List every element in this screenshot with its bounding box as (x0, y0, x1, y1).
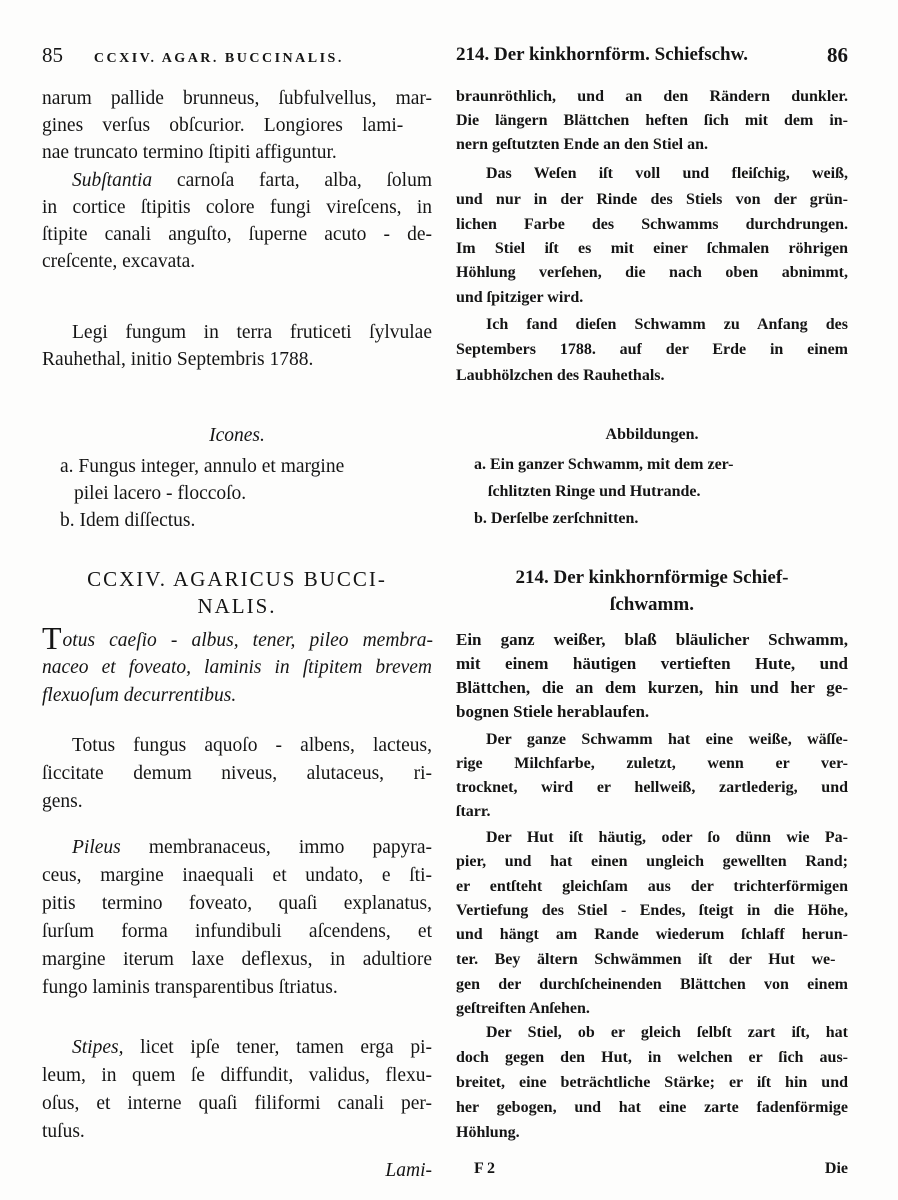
line-text: creſcente, excavata. (42, 251, 196, 272)
line-text: mit einem häutigen vertieften Hute, und (456, 654, 848, 673)
right-running-head (456, 42, 848, 68)
left-running-title: CCXIV. AGAR. BUCCINALIS. (93, 51, 344, 66)
right-text-line (456, 238, 848, 260)
line-text: doch gegen den Hut, in welchen er ſich aus- (456, 1049, 848, 1066)
left-text-line (42, 168, 432, 193)
line-text: ſchlitzten Ringe und Hutrande. (488, 483, 701, 500)
right-text-line (456, 777, 848, 799)
line-text: und hängt am Rande wiederum ſchlaff herun- (456, 926, 848, 943)
right-text-line (456, 701, 848, 723)
line-text: Die längern Blättchen heften ſich mit dem in- (456, 112, 848, 129)
line-text: pilei lacero - floccoſo. (74, 483, 247, 504)
right-text-line (456, 1122, 848, 1144)
line-text: gens. (42, 791, 83, 812)
right-text-line (456, 1158, 495, 1180)
line-text: fungo laminis transparentibus ſtriatus. (42, 977, 338, 998)
line-text: ceus, margine inaequali et undato, e ſti- (42, 865, 432, 886)
line-text: Der Stiel, ob er gleich ſelbſt zart iſt, hat (486, 1024, 848, 1041)
line-text: Der Hut iſt häutig, oder ſo dünn wie Pa- (486, 829, 848, 846)
line-text: Icones. (209, 425, 265, 446)
right-text-line (456, 729, 848, 751)
right-text-line (456, 454, 848, 476)
right-text-line (456, 189, 848, 211)
line-text: her gebogen, und hat eine zarte fadenförmige (456, 1099, 848, 1116)
line-text: Ich fand dieſen Schwamm zu Anfang des (486, 316, 848, 333)
line-text: membranaceus, immo papyra- (120, 837, 432, 858)
right-page-german (456, 0, 848, 1200)
line-text: bognen Stiele herablaufen. (456, 702, 650, 721)
right-text-line (456, 339, 848, 361)
line-text: und ſpitziger wird. (456, 289, 584, 306)
left-text-line (42, 919, 432, 944)
section-lead-word: Stipes, (72, 1037, 124, 1058)
right-text-line (456, 629, 848, 651)
line-text: Totus fungus aquoſo - albens, lacteus, (72, 735, 432, 756)
line-text: 214. Der kinkhornförmige Schief- (515, 567, 789, 588)
right-running-title: 214. Der kinkhornförm. Schiefschw. (456, 44, 749, 65)
right-text-line (456, 1072, 848, 1094)
right-text-line (456, 134, 848, 156)
left-text-line (42, 320, 432, 345)
line-text: pitis termino foveato, quaſi explanatus, (42, 893, 432, 914)
right-text-line (456, 365, 848, 387)
line-text: NALIS. (197, 594, 277, 618)
line-text: gen der durchſcheinenden Blättchen von einem (456, 976, 848, 993)
right-text-line (456, 900, 848, 922)
line-text: geſtreiften Anſehen. (456, 1000, 590, 1017)
left-text-line (42, 1119, 432, 1144)
left-text-line (42, 423, 432, 448)
line-text: ſtarr. (456, 803, 491, 820)
line-text: in cortice ſtipitis colore fungi vireſcens, in (42, 197, 432, 218)
line-text: Lami- (385, 1160, 432, 1181)
left-running-head (42, 42, 344, 68)
left-text-line (42, 140, 432, 165)
right-text-line (456, 214, 848, 236)
line-text: otus caeſio - albus, tener, pileo membra- (62, 630, 433, 651)
line-text: CCXIV. AGARICUS BUCCI- (87, 567, 387, 591)
line-text: Laubhölzchen des Rauhethals. (456, 367, 665, 384)
line-text: narum pallide brunneus, ſubfulvellus, mar- (42, 88, 432, 109)
line-text: gines verſus obſcurior. Longiores lami- (42, 115, 404, 136)
right-text-line (456, 1097, 848, 1119)
right-text-line (456, 481, 848, 503)
right-text-line (456, 876, 848, 898)
line-text: tuſus. (42, 1121, 85, 1142)
drop-cap: T (42, 620, 62, 656)
left-text-line (42, 195, 432, 220)
line-text: ſtipite canali anguſto, ſuperne acuto - de- (42, 224, 432, 245)
right-text-line (456, 1047, 848, 1069)
left-text-line (42, 733, 432, 758)
right-text-line (456, 924, 848, 946)
right-text-line (456, 110, 848, 132)
right-text-line (456, 287, 848, 309)
left-text-line (42, 222, 432, 247)
line-text: Höhlung. (456, 1124, 520, 1141)
right-text-line (456, 594, 848, 616)
line-text: Die (824, 1160, 848, 1177)
right-text-line (456, 801, 848, 823)
right-text-line (456, 508, 848, 530)
right-text-line (456, 163, 848, 185)
left-text-line (42, 594, 432, 619)
right-text-line (456, 677, 848, 699)
line-text: lichen Farbe des Schwamms durchdrungen. (456, 216, 848, 233)
line-text: ſchwamm. (610, 594, 694, 615)
line-text: Blättchen, die an dem kurzen, hin und her ge- (456, 678, 848, 697)
line-text: Rauhethal, initio Septembris 1788. (42, 349, 314, 370)
line-text: pier, und hat einen ungleich gewellten Rand; (456, 853, 848, 870)
left-text-line (42, 249, 432, 274)
line-text: oſus, et interne quaſi filiformi canali per- (42, 1093, 432, 1114)
line-text: trocknet, wird er hellweiß, zartlederig, und (456, 779, 848, 796)
line-text: b. Derſelbe zerſchnitten. (474, 510, 639, 527)
line-text: Vertiefung des Stiel - Endes, ſteigt in die Höhe, (456, 902, 848, 919)
left-text-line (42, 683, 432, 708)
line-text: nern geſtutzten Ende an den Stiel an. (456, 136, 709, 153)
line-text: ſurſum forma infundibuli aſcendens, et (42, 921, 432, 942)
line-text: a. Ein ganzer Schwamm, mit dem zer- (474, 456, 734, 473)
left-text-line (42, 620, 433, 656)
line-text: er entſteht gleichſam aus der trichterförmigen (456, 878, 848, 895)
right-text-line (456, 998, 848, 1020)
line-text: leum, in quem ſe diffundit, validus, flexu- (42, 1065, 432, 1086)
right-text-line (456, 753, 848, 775)
left-text-line (42, 789, 432, 814)
left-page-latin (42, 0, 432, 1200)
line-text: und nur in der Rinde des Stiels von der grün- (456, 191, 848, 208)
right-text-line (456, 86, 848, 108)
left-text-line (42, 508, 432, 533)
line-text: licet ipſe tener, tamen erga pi- (123, 1037, 432, 1058)
right-text-line (456, 262, 848, 284)
line-text: Septembers 1788. auf der Erde in einem (456, 341, 848, 358)
left-text-line (42, 761, 432, 786)
right-page-number: 86 (827, 43, 848, 67)
line-text: nae truncato termino ſtipiti affiguntur. (42, 142, 337, 163)
line-text: flexuoſum decurrentibus. (42, 685, 237, 706)
line-text: margine iterum laxe deflexus, in adultiore (42, 949, 432, 970)
left-text-line (42, 1063, 432, 1088)
line-text: breitet, eine beträchtliche Stärke; er iſt hin und (456, 1074, 848, 1091)
left-text-line (42, 947, 432, 972)
left-text-line (42, 86, 432, 111)
line-text: Legi fungum in terra fruticeti ſylvulae (72, 322, 432, 343)
left-text-line (42, 655, 432, 680)
line-text: naceo et foveato, laminis in ſtipitem brevem (42, 657, 432, 678)
right-text-line (456, 314, 848, 336)
left-text-line (42, 1158, 432, 1183)
line-text: Im Stiel iſt es mit einer ſchmalen röhrigen (456, 240, 848, 257)
left-text-line (42, 891, 432, 916)
right-text-line (456, 1022, 848, 1044)
section-lead-word: Subſtantia (72, 170, 153, 191)
left-text-line (42, 567, 432, 592)
right-text-line (456, 949, 848, 971)
line-text: Ein ganz weißer, blaß bläulicher Schwamm, (456, 630, 848, 649)
line-text: braunröthlich, und an den Rändern dunkler. (456, 88, 848, 105)
right-text-line (456, 653, 848, 675)
line-text: Das Weſen iſt voll und fleiſchig, weiß, (486, 165, 848, 182)
right-text-line (456, 827, 848, 849)
line-text: rige Milchfarbe, zuletzt, wenn er ver- (456, 755, 848, 772)
line-text: ter. Bey ältern Schwämmen iſt der Hut we- (456, 951, 836, 968)
line-text: a. Fungus integer, annulo et margine (60, 456, 345, 477)
left-text-line (42, 835, 432, 860)
left-text-line (42, 113, 432, 138)
left-text-line (42, 863, 432, 888)
line-text: b. Idem diſſectus. (60, 510, 196, 531)
line-text: Abbildungen. (605, 426, 699, 443)
left-text-line (42, 975, 432, 1000)
left-text-line (42, 481, 432, 506)
left-page-number: 85 (42, 43, 63, 67)
right-text-line (825, 1158, 848, 1180)
left-text-line (42, 1091, 432, 1116)
line-text: F 2 (474, 1160, 495, 1177)
left-text-line (42, 347, 432, 372)
left-text-line (42, 1035, 432, 1060)
right-text-line (456, 567, 848, 589)
right-text-line (456, 851, 848, 873)
right-text-line (456, 424, 848, 446)
section-lead-word: Pileus (72, 837, 121, 858)
left-text-line (42, 454, 432, 479)
line-text: Höhlung verſehen, die nach oben abnimmt, (456, 264, 848, 281)
line-text: carnoſa farta, alba, ſolum (152, 170, 432, 191)
right-text-line (456, 974, 848, 996)
line-text: ſiccitate demum niveus, alutaceus, ri- (42, 763, 432, 784)
line-text: Der ganze Schwamm hat eine weiße, wäſſe- (486, 731, 848, 748)
